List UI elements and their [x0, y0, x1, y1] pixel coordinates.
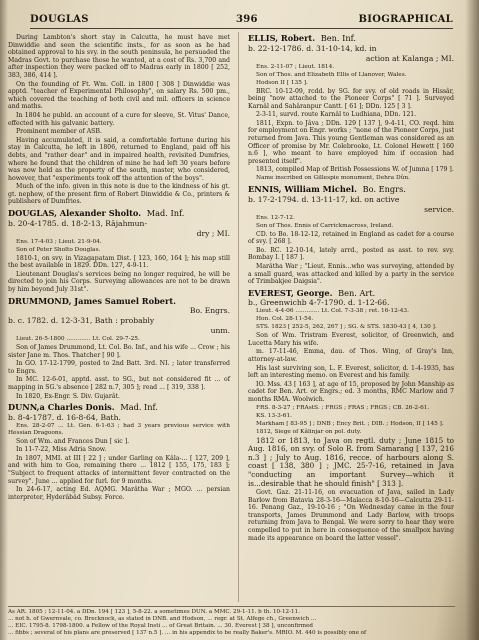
- entry-rank: Bo. Engrs.: [189, 306, 230, 316]
- entry-line: Son of Thos. and Elizabeth Ellis of Llanover, Wales.: [256, 71, 407, 78]
- footnote-line: As AR. 1805 ; 12-11-04. a DDn. 194 [ 123 ], 5-8-22. a sometimes DUN. a MMC. 29-1-11. b th. 10-12-11.: [8, 609, 300, 615]
- entry-name: DUNN,a Charles Donis.: [8, 402, 115, 413]
- entry-dates-cont: action at Kalanga ; MI.: [365, 53, 454, 63]
- entry-line: 1811, Expn. to Jâva ; DDn. 129 [ 137 ], 9-4-11, CO. reqd. him for employment on Engr. works ; "none of the Pioneer Corps, just returned from Java. This young Gentleman was considered as an Officer of promise by Mr. Colebrooke, Lt. Colonel Hewett [ 160 n.6 ], who meant to have employed him if occasion had presented itself".: [248, 119, 454, 165]
- entry-line: IO. Mss. 43 [ 163 ], at age of 15, proposed by John Manship as cadet for Ben. Art. or Engrs.; ed. 3 months, RMC Marlow and 7 months RMA. Woolwich.: [248, 380, 454, 403]
- entry-name: ELLIS, Robert.: [248, 33, 316, 43]
- entry-line: Ens. 28-2-07 ... Lt. Gen. 6-1-63 ; had 3 years previous service with Hessian Dragoons.: [8, 422, 230, 436]
- entry-line: Lieut. 26-5-1800 ............. Lt. Col. 29-7-25.: [16, 336, 140, 343]
- entry-line: CD. to Bo. 18-12-12, retained in England as cadet for a course of svy. [ 268 ].: [248, 230, 454, 246]
- entry-dates-cont: unm.: [210, 326, 230, 336]
- entry-line: Hon. Col. 28-11-54.: [256, 316, 314, 323]
- entry-line: KS. 13-3-61.: [256, 412, 292, 419]
- entry-line: Hodson II [ 135 ].: [256, 79, 308, 86]
- page-spine-shadow: [0, 0, 8, 640]
- paragraph: Much of the info. given in this note is due to the kindness of his gt. gt. nephew, of the present firm of Robert Dinwiddie & Co., printers & publishers of Dumfries.: [8, 183, 230, 206]
- entry-heading: [8, 403, 230, 413]
- entry-rank: Ben. Art.: [338, 287, 376, 298]
- entry-line: Son of Peter Sholto Douglas.: [16, 246, 101, 253]
- paragraph: In 1804 he publd. an account of a cure for sleeve, St. Vitus' Dance, effected with his galvanic battery.: [8, 111, 230, 127]
- entry-rank: Mad. Inf.: [120, 402, 158, 413]
- column-divider: [238, 32, 239, 602]
- entry-name: ENNIS, William Michel.: [248, 184, 357, 195]
- page-number: 396: [236, 14, 258, 25]
- footnotes: [8, 606, 455, 637]
- entry-heading: [248, 289, 454, 299]
- entry-rank: Ben. Inf.: [320, 33, 356, 43]
- entry-line: Son of Thos. Ennis of Carrickmacross, Ireland.: [256, 222, 394, 229]
- entry-line: Bo. RC. 12-10-14, lately arrd., posted as asst. to rev. svy. Bombay I. [ 187 ].: [248, 246, 454, 262]
- entry-line: His last surviving son, L. F. Everest, solicitor, d. 1-4-1935, has left an interesting memo. on Everest and his family.: [248, 364, 454, 380]
- footnote-line: ... EIC. 1795-8. 1798-1800. a Fellow of the Royal Insti ... of Great Britain. ... 30. Everest [ 38 ], unconfirmed: [8, 623, 313, 629]
- entry-line: Name inscribed on Gillespie monument, Dehra Dûn.: [256, 175, 410, 182]
- paragraph: Having accumulated, it is said, a comfortable fortune during his stay in Calcutta, he left in 1806, returned to England, paid off his debts, and "rather dear" and in impaired health, revisited Dumfries, where he found that the children of mine he had left 30 years before was now held as the property of the south, master, who considered, however, that "experiments took off the attention of the boys".: [8, 136, 230, 182]
- entry-line: In 11-7-22, Miss Adria Snow.: [16, 446, 107, 454]
- entry-dates-cont: dry ; MI.: [196, 228, 230, 238]
- entry-line: BRC. 10-12-09, rcdd. by SG. for svy. of old roads in Hissâr, being "now attached to the Pioneer Corps" [ 71 ]. Surveyed Karnâl and Sahâranpur Cantt. [ 61 ]; DDn. 125 [ 3 ].: [248, 87, 454, 110]
- entry-line: Lieut. 4-4-06 ............. Lt. Col. 7-3-38 ; ret. 16-12-43.: [256, 308, 409, 315]
- entry-line: 1813, compiled Map of British Possessions W. of Jumna [ 179 ].: [256, 166, 454, 174]
- entry-line: In 1820, Ex-Engr. S. Div. Gujarât.: [16, 392, 120, 400]
- header-rule: [30, 28, 453, 29]
- entry-line: 1810-1, on svy. in Vizagapatam Dist. [ 123, 160, 164 ]; his map still the best available in 1829. DDn. 127, 4-9-11.: [8, 254, 230, 270]
- entry-line: STS. 1823 [ 252-5, 262, 267 ] ; SG. & STS. 1830-43 [ 4, 130 ].: [256, 324, 437, 331]
- entry-line: Govt. Gaz. 21-11-16, on evacuation of Java, sailed in Lady Barlow from Batavia 28-3-16—Malacca 8-10-16—Calcutta 29-11-16. Penang Gaz., 19-10-16 ; "On Wednesday came in the four transports, James Drummond and Lady Barlow, with troops returning from Java to Bengal. We were sorry to hear they were compelled to put in here in consequence of the smallpox having made its appearance on board the latter vessel".: [248, 489, 454, 542]
- entry-heading: [8, 209, 230, 219]
- entry-dates: b. 22-12-1786. d. 31-10-14, kd. in: [248, 43, 377, 53]
- footnote-line: ... fibbs ; several of his plans are preserved [ 137 n.5 ]. ... in his appendix to be really Baker's. MRIO. M. 440 is possibly one of: [8, 630, 367, 636]
- entry-line: In 1807, MMI. at III [ 22 ] ; under Garling on Kâla-... [ 127, 209 ], and with him to Goa, remaining there ... 1812 [ 155, 175, 183 ]; "Subject to frequent attacks of intermittent fever contracted on the survey". June ... applied for furl. for 9 months.: [8, 454, 230, 485]
- paragraph: During Lambton's short stay in Calcutta, he must have met Dinwiddie and seen the scientific insts., for as soon as he had obtained approval to his svy. in the south peninsula, he persuaded the Madras Govt. to purchase those he wanted, at a cost of Rs. 3,700 and after inspection they were packed off to Madras early in 1800 [ 252, 383, 386, 414 ].: [8, 34, 230, 79]
- entry-dates: b. c. 1782. d. 12-3-31, Bath : probably: [8, 316, 155, 326]
- page-edge-shadow: [465, 0, 479, 640]
- right-column: [248, 34, 454, 543]
- entry-line: Son of James Drummond, Lt. Col. Bo. Inf., and his wife ... Crow ; his sister Jane m. Thos. Thatcher [ 90 ].: [8, 344, 230, 359]
- entry-heading: [8, 297, 230, 307]
- entry-name: DRUMMOND, James Samuel Robert.: [8, 295, 176, 306]
- header-left: DOUGLAS: [30, 14, 89, 25]
- entry-line: 1812, Siege of Kâlinjar on pol. duty.: [256, 428, 362, 435]
- entry-line: Ens. 17-4-03 ; Lieut. 21-9-04.: [16, 238, 102, 245]
- entry-line: Markham [ 83-95 ] ; DNB ; Ency Brit. ; DIB. ; Hodson, II [ 145 ].: [256, 420, 444, 427]
- header-right: BIOGRAPHICAL: [358, 14, 453, 25]
- entry-dates-cont: service.: [424, 204, 454, 214]
- entry-heading: [248, 185, 454, 195]
- entry-line: m. 17-11-46, Emma, dau. of Thos. Wing, of Gray's Inn, attorney-at-law.: [248, 348, 454, 363]
- entry-line: Marâtha War ; "Lieut. Ennis...who was surveying, attended by a small guard, was attacked and killed by a party in the service of Trimbakjee Daigsia".: [248, 262, 454, 286]
- entry-line: In MC. 12-6-01, apptd. asst. to SG., but not considered fit ... of mapping in SG.'s absence [ 282 n.7, 305 ]; read ... [ 319, 338 ].: [8, 376, 230, 391]
- entry-line: FRS. 8-3-27 ; FRAstS. ; FRGS ; FRAS ; FRGS ; CB. 26-2-61.: [256, 404, 430, 411]
- entry-line: Ens. 12-7-12.: [256, 214, 295, 221]
- entry-name: EVEREST, George.: [248, 287, 333, 298]
- entry-dates: b. 17-2-1794. d. 13-11-17, kd. on active: [248, 194, 400, 204]
- entry-line: In 24-6-17, acting Ed. AQMG. Marâtha War ; MGO. ... persian interpreter, Hyderâbâd Subsy. Force.: [8, 486, 230, 501]
- large-paragraph: 1812 or 1813, to Java on regtl. duty ; June 1815 to Aug. 1816, on svy. of Solo R. from Samarang [ 137, 216 n.3 ] ; July to Aug. 1816, recce. of harbours along S. coast [ 138, 380 ] ; JMC. 25-7-16, retained in Java "conducting an important Survey—which it is...desirable that he should finish" [ 313 ].: [248, 435, 454, 488]
- entry-dates: b. 20-4-1785. d. 18-2-13, Râjahmun-: [8, 218, 148, 228]
- entry-line: Lieutenant Douglas's services being no longer required, he will be directed to join his Corps. Surveying allowances are not to be drawn by him beyond July 31st".: [8, 270, 230, 293]
- entry-line: Son of Wm. and Frances Dun [ sic ].: [16, 437, 130, 445]
- entry-rank: Bo. Engrs.: [362, 184, 406, 195]
- footnote-line: ... not h. of Gwernvale, co. Brecknock, as stated in DNB. and Hodson, ... regr. at St. Alfege ch., Greenwich ...: [8, 616, 317, 622]
- entry-dates: b. 8-4-1787. d. 16-8-64, Bath.: [8, 412, 121, 422]
- running-header: [30, 14, 453, 28]
- paragraph: On the founding of Ft. Wm. Coll. in 1800 [ 308 ] Dinwiddie was apptd. "teacher of Experimental Philosophy", on salary Rs. 500 pm., which covered the teaching of both civil and mil. officers in science and maths.: [8, 80, 230, 111]
- left-column: [8, 34, 230, 502]
- entry-rank: Mad. Inf.: [146, 208, 185, 219]
- entry-heading: [248, 34, 454, 44]
- entry-line: Son of Wm. Tristram Everest, solicitor, of Greenwich, and Lucetta Mary his wife.: [248, 332, 454, 347]
- entry-dates: b., Greenwichb 4-7-1790. d. 1-12-66.: [248, 298, 390, 308]
- entry-line: In GO. 17-12-1799, posted to 2nd Batt. 3rd. NI. ; later transferred to Engrs.: [8, 360, 230, 375]
- entry-line: 2-3-11, survd. route Karnâl to Ludhiana, DDn. 121.: [256, 111, 417, 119]
- entry-name: DOUGLAS, Alexander Sholto.: [8, 208, 142, 219]
- entry-line: Ens. 2-11-07 ; Lieut. 1814.: [256, 63, 335, 70]
- paragraph: Prominent member of ASB.: [16, 128, 102, 136]
